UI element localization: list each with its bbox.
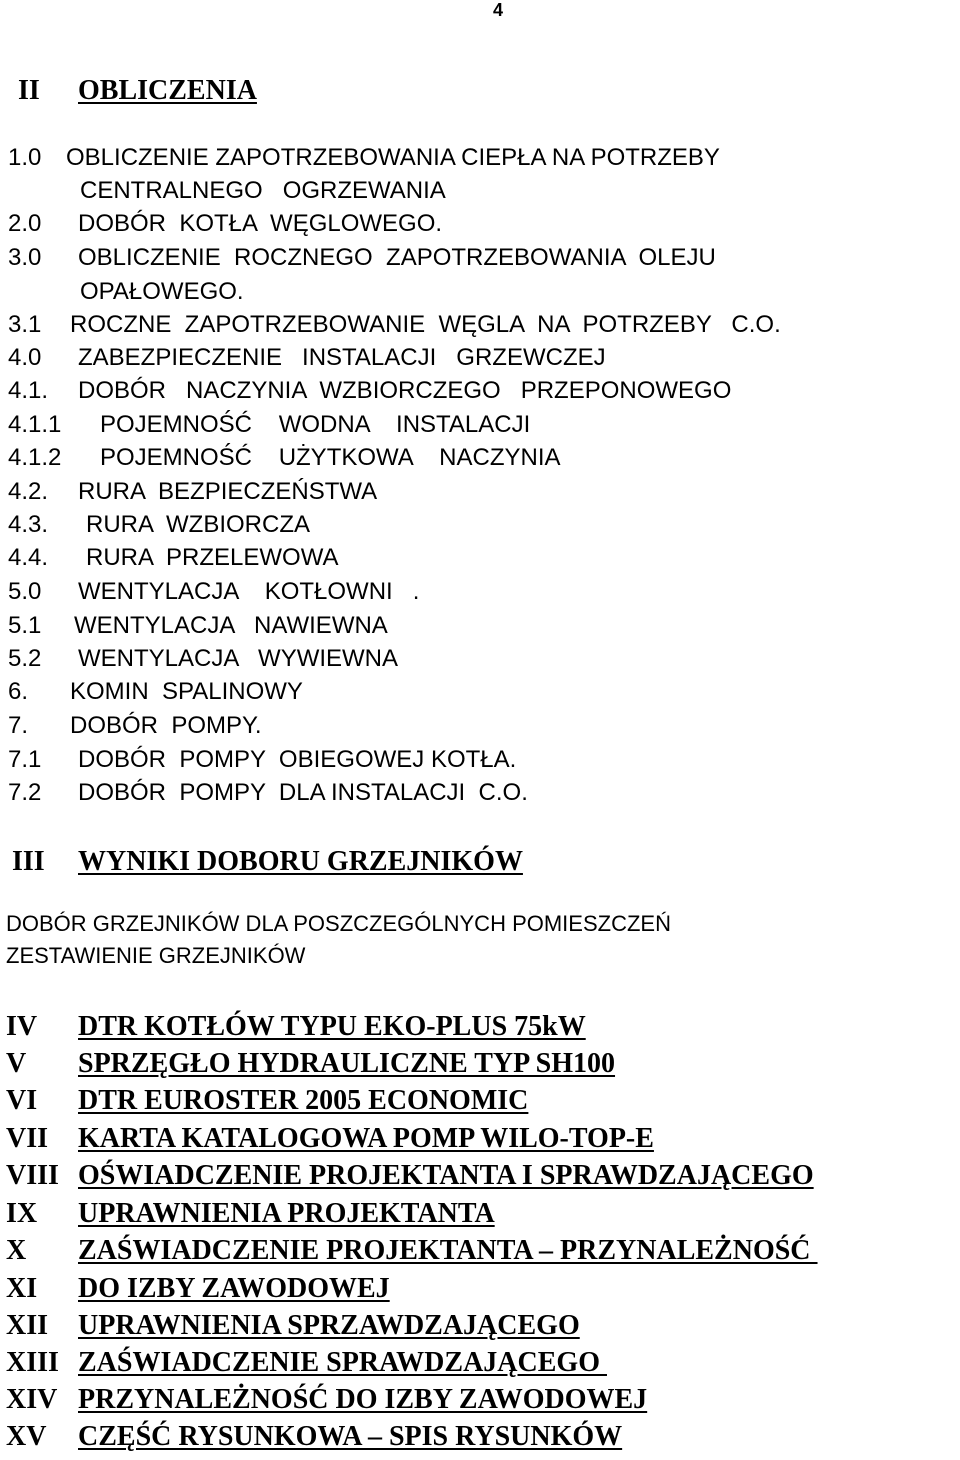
toc-num: 4.2. (8, 478, 49, 505)
section-number: XII (6, 1310, 49, 1341)
toc-text: WENTYLACJA WYWIEWNA (78, 645, 399, 672)
toc-text: WENTYLACJA KOTŁOWNI . (78, 578, 420, 605)
section-number: VI (6, 1085, 38, 1116)
section-title: ZAŚWIADCZENIE PROJEKTANTA – PRZYNALEŻNOŚĆ (78, 1235, 818, 1266)
section-number: VII (6, 1123, 49, 1154)
section-title: UPRAWNIENIA SPRZAWDZAJĄCEGO (78, 1310, 580, 1341)
section-title: KARTA KATALOGOWA POMP WILO-TOP-E (78, 1123, 654, 1154)
page-number: 4 (493, 0, 504, 20)
section-number: XI (6, 1273, 38, 1304)
section-title: DTR KOTŁÓW TYPU EKO-PLUS 75kW (78, 1011, 586, 1042)
section-iii-number: III (12, 846, 45, 877)
plain-line: ZESTAWIENIE GRZEJNIKÓW (6, 943, 306, 968)
toc-num: 7.2 (8, 779, 42, 806)
section-number: IV (6, 1011, 38, 1042)
toc-text: DOBÓR NACZYNIA WZBIORCZEGO PRZEPONOWEGO (78, 377, 732, 404)
section-number: IX (6, 1198, 38, 1229)
toc-num: 4.1.2 (8, 444, 62, 471)
toc-num: 4.0 (8, 344, 42, 371)
toc-text: KOMIN SPALINOWY (70, 678, 303, 705)
section-number: X (6, 1235, 27, 1266)
section-number: XV (6, 1421, 47, 1452)
plain-line: DOBÓR GRZEJNIKÓW DLA POSZCZEGÓLNYCH POMIESZCZEŃ (6, 911, 671, 936)
toc-num: 4.3. (8, 511, 49, 538)
toc-text: CENTRALNEGO OGRZEWANIA (80, 177, 446, 204)
toc-text: DOBÓR POMPY. (70, 712, 262, 739)
section-number: VIII (6, 1160, 59, 1191)
section-title: SPRZĘGŁO HYDRAULICZNE TYP SH100 (78, 1048, 616, 1079)
toc-text: DOBÓR POMPY OBIEGOWEJ KOTŁA. (78, 746, 517, 773)
section-title: ZAŚWIADCZENIE SPRAWDZAJĄCEGO (78, 1347, 607, 1378)
section-ii-number: II (18, 75, 40, 106)
toc-text: DOBÓR KOTŁA WĘGLOWEGO. (78, 210, 443, 237)
toc-text: POJEMNOŚĆ WODNA INSTALACJI (100, 411, 531, 438)
toc-text: RURA PRZELEWOWA (86, 544, 339, 571)
section-title: UPRAWNIENIA PROJEKTANTA (78, 1198, 495, 1229)
toc-num: 1.0 (8, 144, 42, 171)
toc-num: 5.1 (8, 612, 42, 639)
section-iii-title: WYNIKI DOBORU GRZEJNIKÓW (78, 846, 523, 877)
toc-num: 6. (8, 678, 29, 705)
toc-num: 7. (8, 712, 29, 739)
section-title: OŚWIADCZENIE PROJEKTANTA I SPRAWDZAJĄCEGO (78, 1160, 814, 1191)
section-ii-title: OBLICZENIA (78, 75, 257, 106)
toc-text: RURA WZBIORCZA (86, 511, 311, 538)
section-title: PRZYNALEŻNOŚĆ DO IZBY ZAWODOWEJ (78, 1384, 648, 1415)
toc-text: DOBÓR POMPY DLA INSTALACJI C.O. (78, 779, 528, 806)
toc-num: 3.1 (8, 311, 42, 338)
section-number: XIII (6, 1347, 59, 1378)
section-title: DO IZBY ZAWODOWEJ (78, 1273, 390, 1304)
toc-text: OBLICZENIE ZAPOTRZEBOWANIA CIEPŁA NA POTRZEBY (66, 144, 720, 171)
toc-num: 3.0 (8, 244, 42, 271)
toc-num: 5.0 (8, 578, 42, 605)
toc-num: 7.1 (8, 746, 42, 773)
toc-text: OBLICZENIE ROCZNEGO ZAPOTRZEBOWANIA OLEJU (78, 244, 716, 271)
section-title: DTR EUROSTER 2005 ECONOMIC (78, 1085, 529, 1116)
toc-text: OPAŁOWEGO. (80, 278, 244, 305)
toc-num: 4.1.1 (8, 411, 62, 438)
toc-text: WENTYLACJA NAWIEWNA (74, 612, 388, 639)
toc-text: RURA BEZPIECZEŃSTWA (78, 478, 378, 505)
toc-text: POJEMNOŚĆ UŻYTKOWA NACZYNIA (100, 444, 561, 471)
toc-text: ZABEZPIECZENIE INSTALACJI GRZEWCZEJ (78, 344, 606, 371)
section-number: V (6, 1048, 27, 1079)
toc-num: 4.1. (8, 377, 49, 404)
section-title: CZĘŚĆ RYSUNKOWA – SPIS RYSUNKÓW (78, 1421, 623, 1452)
toc-text: ROCZNE ZAPOTRZEBOWANIE WĘGLA NA POTRZEBY C.O. (70, 311, 781, 338)
toc-num: 5.2 (8, 645, 42, 672)
toc-num: 4.4. (8, 544, 49, 571)
section-number: XIV (6, 1384, 58, 1415)
toc-num: 2.0 (8, 210, 42, 237)
